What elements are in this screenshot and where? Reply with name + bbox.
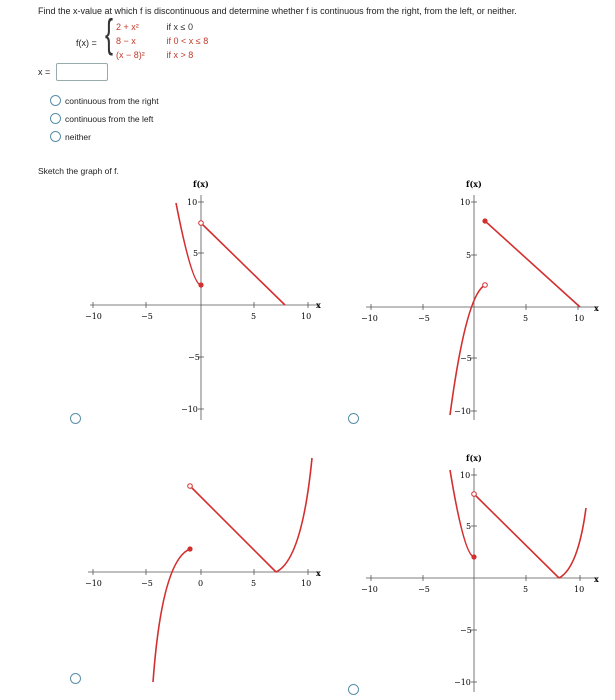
brace: { <box>105 12 114 56</box>
option-label-neither: neither <box>65 132 91 142</box>
graph-d-ylabel: f(x) <box>466 453 482 463</box>
graph-d-x5: 5 <box>523 585 529 594</box>
radio-graph-d[interactable] <box>348 684 359 695</box>
graph-c-x10: 10 <box>301 579 312 588</box>
graph-c-open-dot <box>188 484 193 489</box>
graph-d-xlabel: x <box>594 574 599 584</box>
graph-b-yneg5: −5 <box>460 354 472 363</box>
radio-graph-c[interactable] <box>70 673 81 684</box>
graph-a-yneg5: −5 <box>188 353 200 362</box>
case-3-expr: (x − 8)² <box>116 50 145 60</box>
graph-a-open-dot <box>199 221 204 226</box>
graph-b-ylabel: f(x) <box>466 179 482 189</box>
graph-d <box>358 450 608 695</box>
graph-b-xlabel: x <box>594 303 599 313</box>
graph-b-closed-dot <box>482 218 487 223</box>
function-lhs: f(x) = <box>76 38 97 48</box>
radio-graph-b[interactable] <box>348 413 359 424</box>
answer-label: x = <box>38 67 51 77</box>
graph-d-y5: 5 <box>466 522 472 531</box>
case-2-cond: if 0 < x ≤ 8 <box>166 36 209 46</box>
graph-d-parabola <box>559 508 586 578</box>
graph-a-y10: 10 <box>187 198 198 207</box>
graph-a-y5: 5 <box>193 249 199 258</box>
sketch-prompt: Sketch the graph of f. <box>38 166 119 176</box>
graph-b-open-dot <box>483 283 488 288</box>
graph-d-y10: 10 <box>460 471 471 480</box>
graph-c-xneg10: −10 <box>85 579 102 588</box>
case-2-expr: 8 − x <box>116 36 136 46</box>
graph-a-xlabel: x <box>316 300 321 310</box>
graph-b-x10: 10 <box>574 314 585 323</box>
case-3-cond: if x > 8 <box>166 50 194 60</box>
graph-d-yneg5: −5 <box>460 626 472 635</box>
graph-c-x0: 0 <box>198 579 204 588</box>
graph-b-curve-left <box>450 285 485 415</box>
option-label-right: continuous from the right <box>65 96 159 106</box>
graph-a-ylabel: f(x) <box>193 179 209 189</box>
graph-d-line <box>474 494 559 578</box>
graph-b-xneg5: −5 <box>418 314 430 323</box>
graph-a-line <box>201 223 285 305</box>
graph-c-closed-dot <box>187 546 192 551</box>
option-label-left: continuous from the left <box>65 114 154 124</box>
graph-c-line <box>190 486 276 572</box>
graph-d-closed-dot <box>471 554 476 559</box>
radio-graph-a[interactable] <box>70 413 81 424</box>
graph-a <box>80 175 330 425</box>
case-3 <box>116 50 193 60</box>
graph-d-x10: 10 <box>574 585 585 594</box>
graph-d-xneg5: −5 <box>418 585 430 594</box>
graph-d-curve-left <box>450 470 474 557</box>
graph-a-xneg5: −5 <box>141 312 153 321</box>
graph-a-x5: 5 <box>251 312 257 321</box>
case-2 <box>116 36 208 46</box>
graph-a-curve-left <box>176 203 201 285</box>
graph-c-x5: 5 <box>251 579 257 588</box>
graph-b-y5: 5 <box>466 251 472 260</box>
graph-b-x5: 5 <box>523 314 529 323</box>
graph-b-xneg10: −10 <box>361 314 378 323</box>
graph-a-yneg10: −10 <box>181 405 198 414</box>
graph-b-line <box>485 221 580 307</box>
graph-c-xneg5: −5 <box>141 579 153 588</box>
case-1 <box>116 22 193 32</box>
case-1-cond: if x ≤ 0 <box>166 22 193 32</box>
radio-neither[interactable] <box>50 131 61 142</box>
question-text: Find the x-value at which f is discontinuous and determine whether f is continuous from the right, from the left, or neither. <box>38 6 517 16</box>
graph-b <box>358 175 608 425</box>
graph-c-curve-left <box>153 549 190 682</box>
radio-continuous-left[interactable] <box>50 113 61 124</box>
graph-c <box>80 450 330 695</box>
graph-b-yneg10: −10 <box>454 407 471 416</box>
graph-a-x10: 10 <box>301 312 312 321</box>
case-1-expr: 2 + x² <box>116 22 139 32</box>
graph-d-open-dot <box>472 492 477 497</box>
graph-c-parabola <box>276 458 312 572</box>
x-value-input[interactable] <box>56 63 108 81</box>
graph-c-xlabel: x <box>316 568 321 578</box>
graph-a-xneg10: −10 <box>85 312 102 321</box>
radio-continuous-right[interactable] <box>50 95 61 106</box>
graph-d-xneg10: −10 <box>361 585 378 594</box>
graph-d-yneg10: −10 <box>454 678 471 687</box>
graph-b-y10: 10 <box>460 198 471 207</box>
graph-a-closed-dot <box>198 282 203 287</box>
